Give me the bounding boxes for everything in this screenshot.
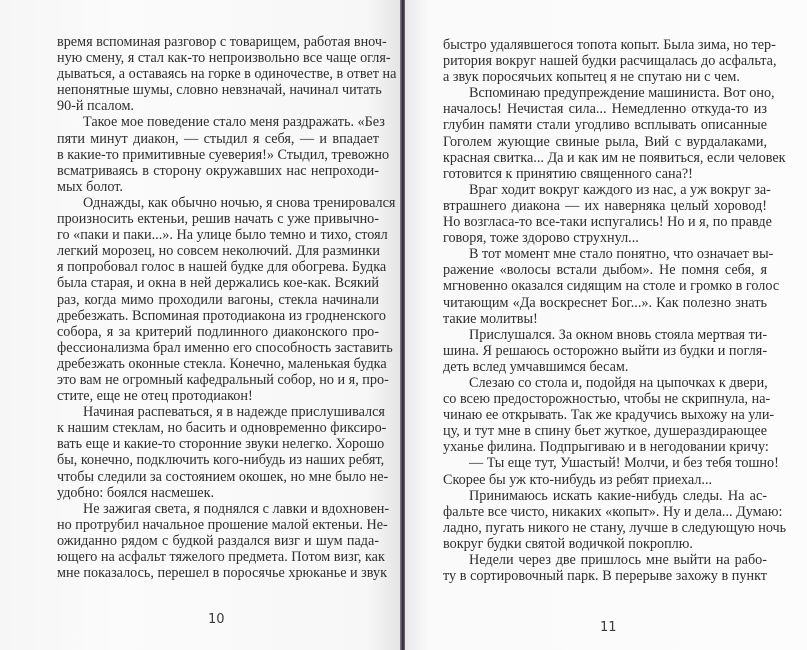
text-line: Не зажигая света, я поднялся с лавки и вдохновен- [83,500,390,517]
text-line: легкий морозец, но совсем неколючий. Для разминки [57,243,380,260]
text-line: со всею предосторожностью, чтобы не скрипнула, на- [443,391,771,408]
page-number-right: 11 [600,620,617,635]
text-line: читающим «Да воскреснет Бог...». Как полезно знать [443,294,767,311]
text-line: ладно, пугать никого не стану, лучше в следующую ночь [443,519,787,536]
text-line: раз, когда мимо проходили вагоны, стекла начинали [57,291,379,308]
text-line: к нашим стеклам, но басить и одновременно фиксиро- [57,420,387,437]
text-line: стите, еще не отец протодиакон! [57,388,253,405]
text-line: ражение «волосы встали дыбом». Не помня себя, я [443,262,767,279]
text-line: Недели через две пришлось мне выйти на рабо- [469,552,767,568]
text-line: а звук поросячьих копытец я не спутаю ни с чем. [443,69,740,86]
text-line: — Ты еще тут, Ушастый! Молчи, и без тебя тошно! [469,455,779,472]
text-line: вокруг будки святой водичкой покроплю. [443,535,693,552]
text-line: но протрубил начальное прошение малой ектеньи. Не- [57,516,388,533]
text-line: ожиданно рядом с будкой раздался визг и шум пада- [57,532,379,549]
left-page-text [57,34,397,582]
text-line: уханье филина. Подпрыгиваю и в негодовании кричу: [443,439,769,456]
text-line: Скорее бы уж кто-нибудь из ребят приехал... [443,471,713,488]
text-line: Начиная распеваться, я в надежде прислушивался [83,404,385,421]
text-line: 90-й псалом. [57,98,134,115]
text-line: Вспоминаю предупреждение машиниста. Вот оно, [469,85,775,102]
text-line: ритория вокруг нашей будки расчищалась до асфальта, [443,53,777,70]
text-line: фальте все чисто, никаких «копыт». Ну и дела... Думаю: [443,503,783,520]
text-line: ную смену, я стал как-то непроизвольно все чаще огля- [57,50,391,67]
text-line: мых болот. [57,178,123,195]
text-line: готовится к принятию священного сана?! [443,165,693,182]
text-line: вать еще и какие-то сторонние звуки нелегко. Хорошо [57,436,385,453]
text-line: В тот момент мне стало понятно, что означает вы- [469,246,774,263]
text-line: говоря, тоже здорово струхнул... [443,230,639,247]
right-page [405,0,807,650]
text-line: ющего на асфальт тяжелого предмета. Потом визг, как [57,549,385,565]
text-line: Слезаю со стола и, подойдя на цыпочках к двери, [469,374,768,391]
text-line: всматриваясь в сторону окружавших нас непроходи- [57,162,379,179]
text-line: шина. Я решаюсь осторожно выйти из будки и погля- [443,342,768,359]
text-line: быстро удалявшегося топота копыт. Была зима, но тер- [443,37,776,53]
text-line: была старая, и окна в ней держались кое-как. Всякий [57,275,379,292]
text-line: я попробовал голос в нашей будке для обогрева. Будка [57,259,387,276]
text-line: Враг ходит вокруг каждого из нас, а уж вокруг за- [469,181,771,198]
text-line: Такое мое поведение стало меня раздражать. «Без [83,114,385,131]
text-line: дребезжать. Вспоминая протодиакона из гродненского [57,307,386,324]
text-line: втрашнего диакона — их наверняка целый хоровод! [443,197,767,214]
text-line: началось! Нечистая сила... Немедленно откуда-то из [443,101,767,118]
text-line: собора, я за критерий подлинного диаконского про- [57,323,379,340]
text-line: цу, и тут мне в спину бьет жуткое, душераздирающее [443,423,767,440]
text-line: ту в сортировочный парк. В перерыве захожу в пункт [443,568,767,585]
text-line: в какие-то примитивные суеверия!» Стыдил, тревожно [57,146,390,163]
text-line: Прислушался. За окном вновь стояла мертвая ти- [469,326,768,343]
text-line: Гоголем жующие свиные рыла, Вий с вурдалаками, [443,133,767,150]
text-line: Но возгласа-то все-таки испугались! Но и я, по правде [443,214,772,231]
text-line: чтобы следили за состоянием окошек, но мне было не- [57,468,389,485]
right-page-text [443,37,787,585]
text-line: фессионализма брал именно его способность заставить [57,339,393,356]
text-line: такие молитвы! [443,310,538,327]
text-line: время вспоминая разговор с товарищем, работая вноч- [57,34,387,50]
text-line: мне показалось, перешел в поросячье хрюканье и звук [57,565,387,582]
text-line: произносить ектеньи, решив начать с уже привычно- [57,211,379,228]
text-line: глубин памяти стали угодливо всплывать описанные [443,117,767,134]
text-line: Принимаюсь искать какие-нибудь следы. На ас- [469,487,767,504]
text-line: деть вслед умчавшимся бесам. [443,358,629,375]
text-line: бы, конечно, подключить кого-нибудь из наших ребят, [57,452,385,469]
left-page [0,0,400,650]
text-line: красная свитка... Да и как им не появиться, если человек [443,149,786,166]
text-line: чинаю ее открывать. Так же крадучись выхожу на ули- [443,407,775,424]
text-line: дываться, а оставаясь на горке в одиночестве, в ответ на [57,66,397,83]
text-line: го «паки и паки...». На улице было темно и тихо, стоял [57,227,388,244]
text-line: непонятные шумы, словно невзначай, начинал читать [57,82,382,99]
text-line: удобно: боялся насмешек. [57,484,215,501]
text-line: Однажды, как обычно ночью, я снова тренировался [83,194,396,211]
text-line: пяти минут диакон, — стыдил я себя, — и впадает [57,130,379,147]
text-line: дребезжать оконные стекла. Конечно, маленькая будка [57,355,387,372]
page-number-left: 10 [208,612,225,627]
text-line: мгновенно оказался сидящим на столе и громко в голос [443,278,780,295]
text-line: это вам не огромный кафедральный собор, но и я, про- [57,371,389,388]
